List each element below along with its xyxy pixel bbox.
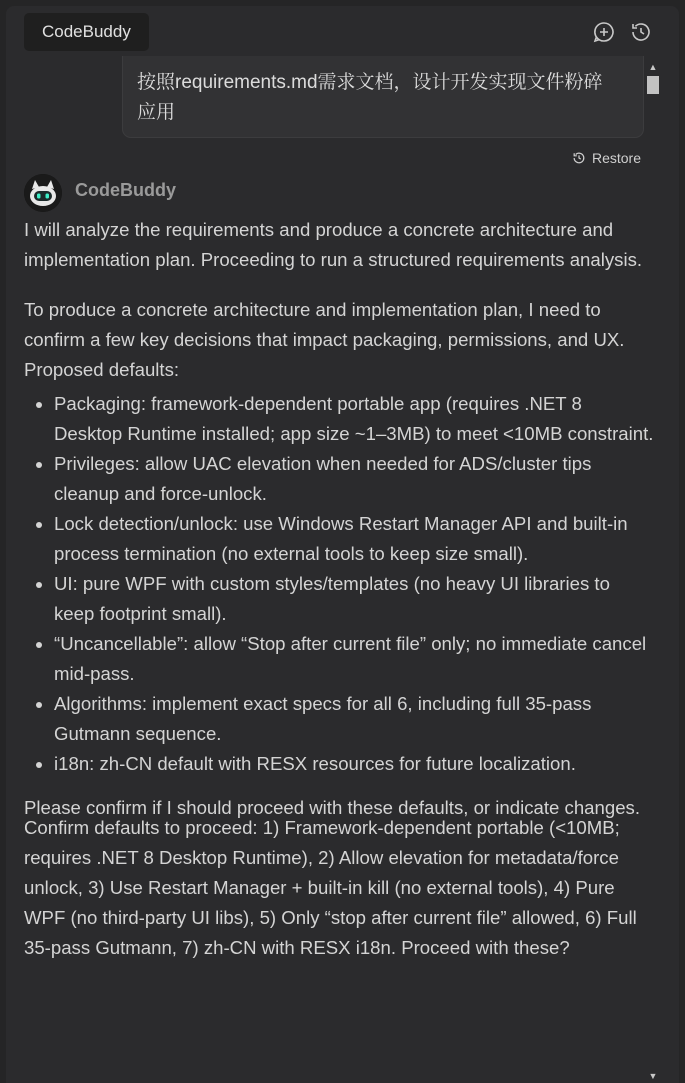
assistant-avatar <box>24 174 62 212</box>
new-chat-icon[interactable] <box>592 20 616 44</box>
robot-icon <box>24 174 62 212</box>
scroll-up-icon[interactable]: ▲ <box>648 62 658 72</box>
user-message <box>122 56 644 138</box>
list-item: • i18n: zh-CN default with RESX resources for future localization. <box>54 749 654 779</box>
assistant-name: CodeBuddy <box>75 180 176 200</box>
list-item: • “Uncancellable”: allow “Stop after current file” only; no immediate cancel mid-pass. <box>54 629 654 689</box>
scrollbar-thumb[interactable] <box>647 76 659 94</box>
defaults-list <box>24 389 654 779</box>
scroll-down-icon[interactable]: ▼ <box>648 1071 658 1081</box>
assistant-paragraph: I will analyze the requirements and produce a concrete architecture and implementation plan. Proceeding to run a structured requirements analysis. <box>24 219 643 270</box>
assistant-paragraph: Please confirm if I should proceed with these defaults, or indicate changes. <box>24 797 641 818</box>
app-title: CodeBuddy <box>24 13 149 51</box>
list-item: • Packaging: framework-dependent portable app (requires .NET 8 Desktop Runtime installed; app size ~1–3MB) to meet <10MB constraint. <box>54 389 654 449</box>
assistant-paragraph: To produce a concrete architecture and implementation plan, I need to confirm a few key decisions that impact packaging, permissions, and UX. Proposed defaults: <box>24 299 625 380</box>
restore-button[interactable] <box>572 150 641 166</box>
restore-icon <box>572 151 586 165</box>
list-item: • Privileges: allow UAC elevation when needed for ADS/cluster tips cleanup and force-unlock. <box>54 449 654 509</box>
assistant-paragraph: Confirm defaults to proceed: 1) Framework-dependent portable (<10MB; requires .NET 8 Desktop Runtime), 2) Allow elevation for metadata/force unlock, 3) Use Restart Manager + built-in kill (no external tools), 4) Pure WPF (no third-party UI libs), 5) Only “stop after current file” allowed, 6) Full 35-pass Gutmann, 7) zh-CN with RESX i18n. Proceed with these? <box>24 817 637 958</box>
history-icon[interactable] <box>629 20 653 44</box>
list-item: • Algorithms: implement exact specs for all 6, including full 35-pass Gutmann sequence. <box>54 689 654 749</box>
user-message-text: 按照requirements.md需求文档，设计开发实现文件粉碎应用 <box>137 72 603 123</box>
assistant-message <box>24 215 654 963</box>
restore-label: Restore <box>591 150 641 166</box>
list-item: • Lock detection/unlock: use Windows Restart Manager API and built-in process termination (no external tools to keep size small). <box>54 509 654 569</box>
list-item: • UI: pure WPF with custom styles/templates (no heavy UI libraries to keep footprint small). <box>54 569 654 629</box>
